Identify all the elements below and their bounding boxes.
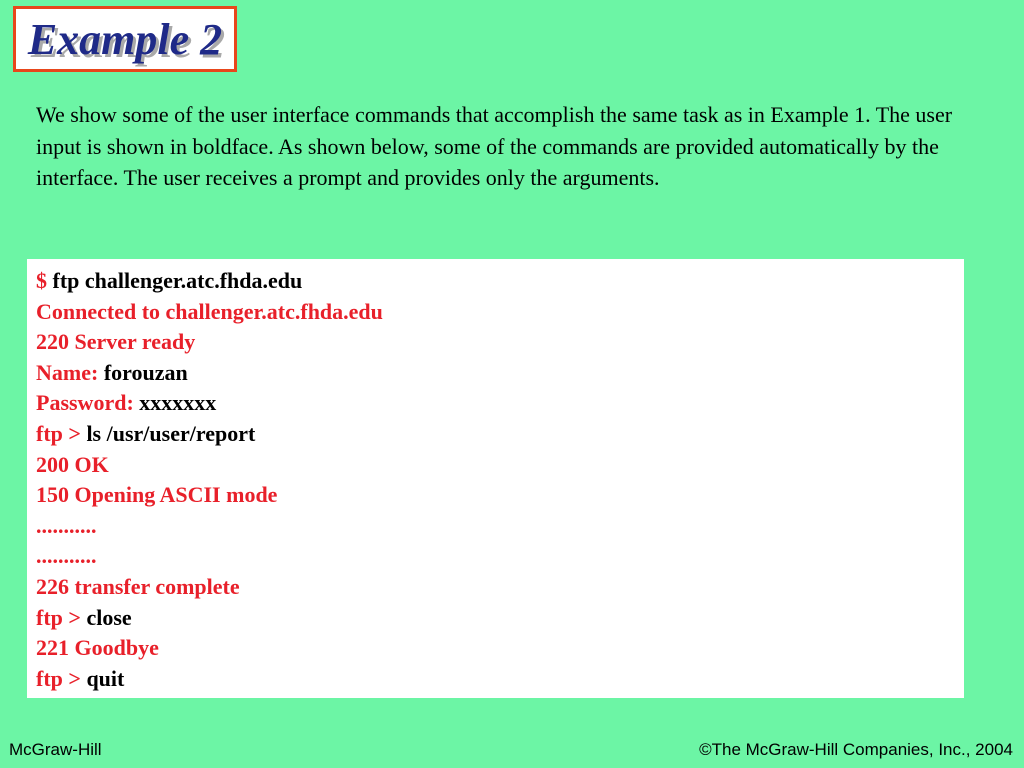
ftp-session-box: [27, 259, 964, 698]
terminal-line: [36, 327, 964, 358]
terminal-line: [36, 664, 964, 695]
system-output: 221 Goodbye: [36, 635, 159, 661]
slide-title: Example 2: [27, 14, 223, 64]
terminal-line: [36, 297, 964, 328]
user-input: forouzan: [103, 359, 188, 385]
system-output: ...........: [36, 512, 97, 538]
system-output: 226 transfer complete: [36, 573, 240, 599]
terminal-line: [36, 603, 964, 634]
system-output: Name:: [36, 359, 104, 385]
system-output: $: [36, 268, 53, 293]
terminal-line: [36, 633, 964, 664]
system-output: ...........: [36, 543, 97, 569]
user-input: xxxxxxx: [139, 390, 217, 416]
terminal-line: [36, 266, 964, 297]
terminal-line: [36, 388, 964, 419]
footer-publisher: McGraw-Hill: [9, 740, 102, 759]
system-output: ftp >: [36, 665, 87, 691]
terminal-line: [36, 511, 964, 542]
system-output: 150 Opening ASCII mode: [36, 482, 278, 508]
user-input: ls /usr/user/report: [86, 420, 256, 446]
user-input: quit: [86, 665, 125, 691]
system-output: ftp >: [36, 604, 87, 630]
system-output: 200 OK: [36, 451, 109, 477]
terminal-line: [36, 450, 964, 481]
terminal-line: [36, 480, 964, 511]
footer-copyright: ©The McGraw-Hill Companies, Inc., 2004: [699, 740, 1013, 759]
user-input: ftp challenger.atc.fhda.edu: [52, 268, 303, 293]
slide-title-box: [13, 6, 237, 72]
system-output: Password:: [36, 390, 140, 416]
terminal-line: [36, 358, 964, 389]
system-output: 220 Server ready: [36, 329, 196, 355]
terminal-line: [36, 572, 964, 603]
intro-paragraph: We show some of the user interface commands that accomplish the same task as in Example 1. The user input is shown in boldface. As shown below, some of the commands are provided automatically by the interface. The user receives a prompt and provides only the arguments.: [36, 102, 953, 190]
terminal-line: [36, 541, 964, 572]
terminal-line: [36, 419, 964, 450]
system-output: ftp >: [36, 420, 87, 446]
system-output: Connected to challenger.atc.fhda.edu: [36, 298, 383, 324]
user-input: close: [86, 604, 132, 630]
